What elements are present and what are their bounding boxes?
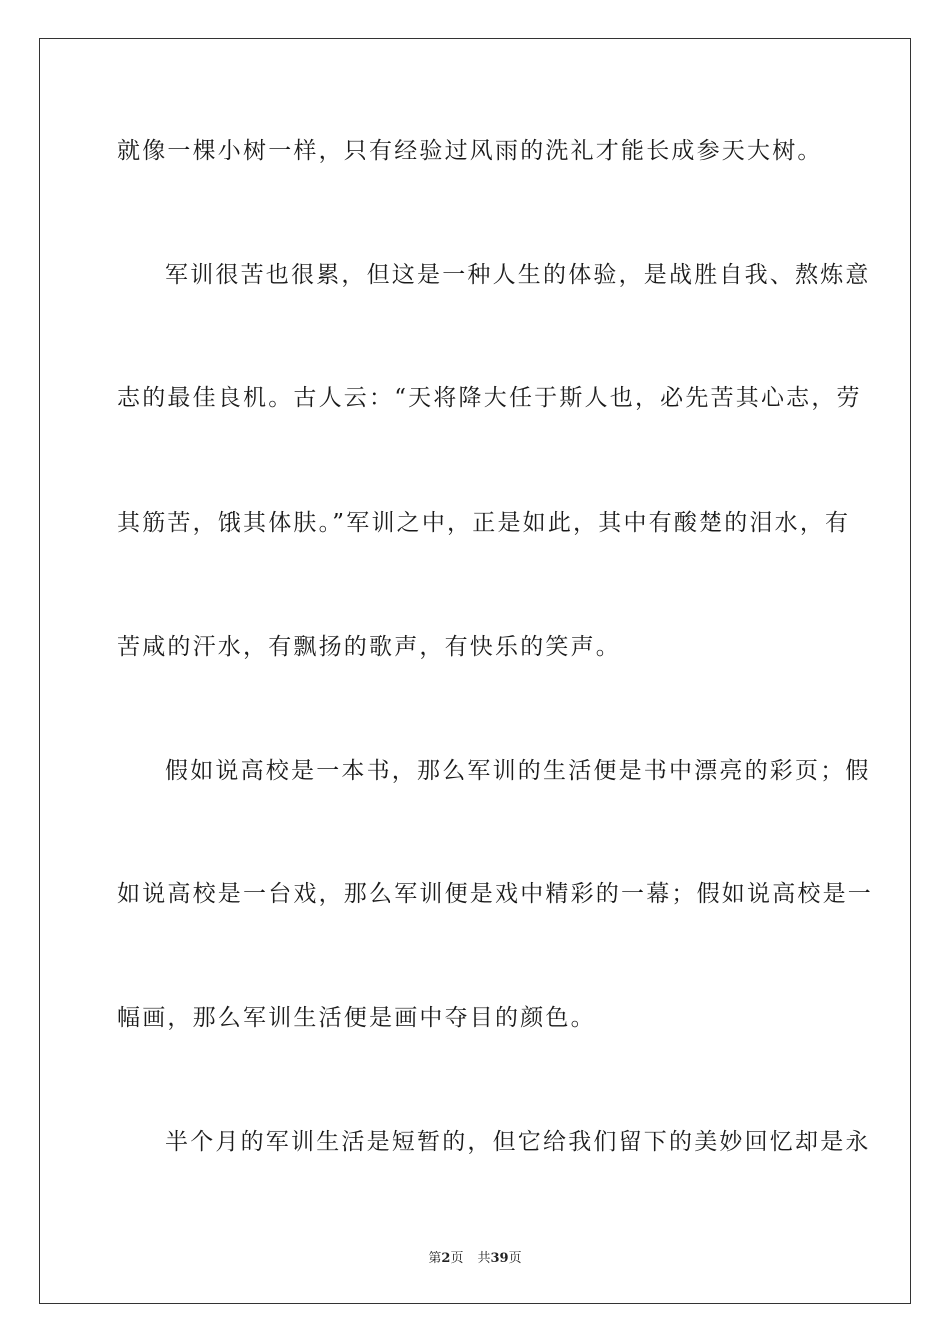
page-number: 2 bbox=[441, 1251, 451, 1266]
text-line-4: 其筋苦，饿其体肤。”军训之中，正是如此，其中有酸楚的泪水，有 bbox=[117, 510, 851, 536]
text-line-1: 就像一棵小树一样，只有经验过风雨的洗礼才能长成参天大树。 bbox=[117, 138, 823, 164]
text-line-8: 幅画，那么军训生活便是画中夺目的颜色。 bbox=[117, 1005, 596, 1031]
page-prefix: 第 bbox=[428, 1251, 442, 1266]
page-border bbox=[39, 38, 911, 1304]
total-prefix: 共 bbox=[477, 1251, 491, 1266]
total-suffix: 页 bbox=[508, 1251, 522, 1266]
text-line-5: 苦咸的汗水，有飘扬的歌声，有快乐的笑声。 bbox=[117, 634, 621, 660]
page-footer bbox=[0, 1247, 950, 1266]
text-line-6: 假如说高校是一本书，那么军训的生活便是书中漂亮的彩页；假 bbox=[165, 758, 871, 784]
text-line-7: 如说高校是一台戏，那么军训便是戏中精彩的一幕；假如说高校是一 bbox=[117, 881, 873, 907]
text-line-3: 志的最佳良机。古人云：“天将降大任于斯人也，必先苦其心志，劳 bbox=[117, 385, 862, 411]
text-line-2: 军训很苦也很累，但这是一种人生的体验，是战胜自我、熬炼意 bbox=[165, 262, 871, 288]
text-line-9: 半个月的军训生活是短暂的，但它给我们留下的美妙回忆却是永 bbox=[165, 1129, 871, 1155]
total-pages: 39 bbox=[490, 1251, 509, 1266]
page-suffix: 页 bbox=[450, 1251, 464, 1266]
